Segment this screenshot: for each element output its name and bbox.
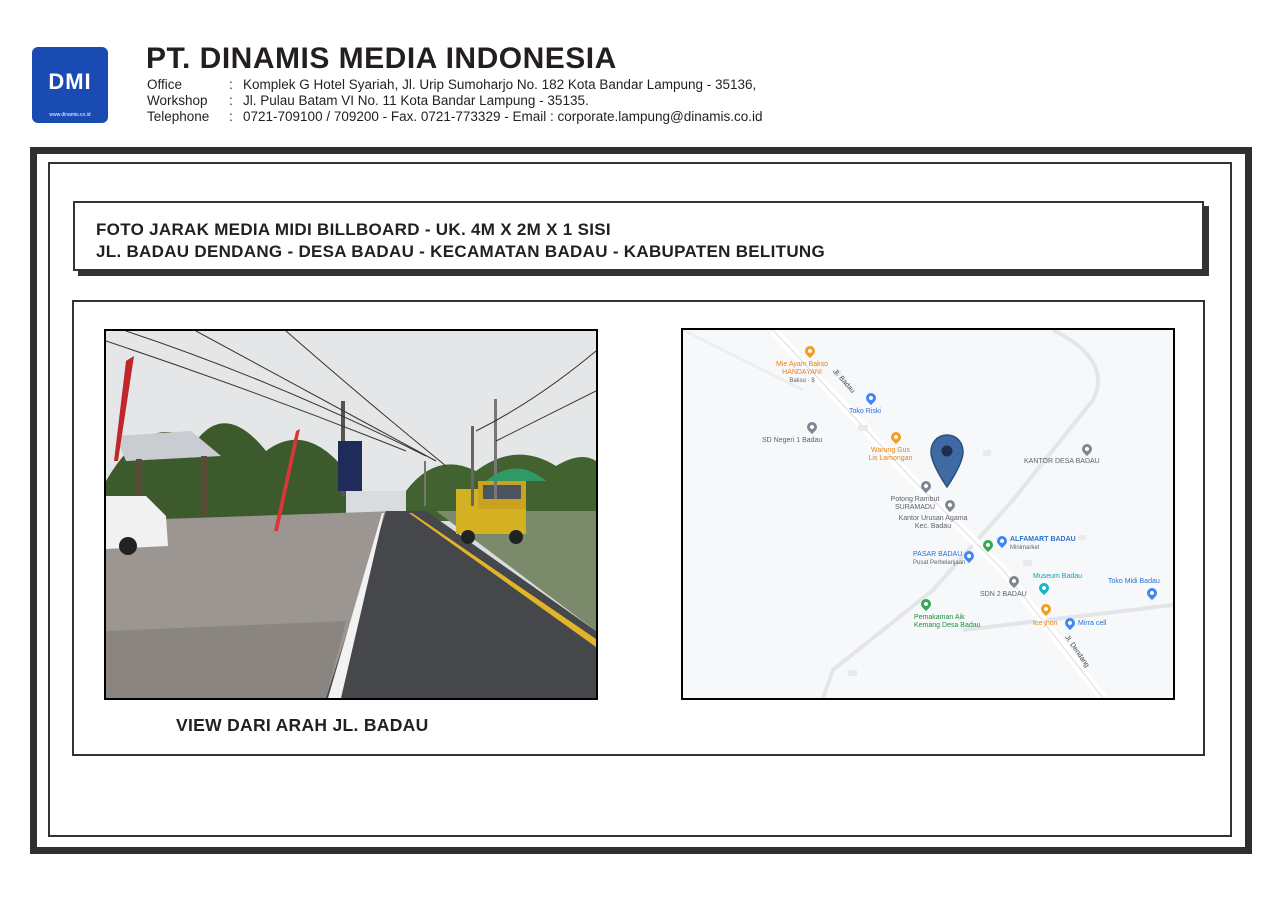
poi-museum-badau[interactable]: Museum Badau [1033,573,1083,580]
poi-subtitle: Pusat Perbelanjaan [913,560,966,566]
contact-info [147,77,763,125]
poi-potong-rambut[interactable]: Potong Rambut SURAMADU [890,496,940,511]
contact-separator: : [229,93,233,108]
poi-mirra-cell[interactable]: Mirra cell [1078,620,1107,627]
road-label: Jl. Dendang [1063,634,1091,669]
poi-warung-gus[interactable]: Warung Gus Lis Lamongan [868,447,913,462]
title-line-1: FOTO JARAK MEDIA MIDI BILLBOARD - UK. 4M X 2M X 1 SISI [96,220,611,239]
street-photo-illustration [106,331,596,698]
contact-separator: : [229,109,233,124]
contact-separator: : [229,77,233,92]
poi-toko-riski[interactable]: Toko Riski [849,408,881,415]
title-box [73,201,1204,271]
title-line-2: JL. BADAU DENDANG - DESA BADAU - KECAMATAN BADAU - KABUPATEN BELITUNG [96,242,826,261]
contact-label: Workshop [147,93,208,108]
logo-text: DMI [48,69,92,94]
poi-alfamart[interactable] [1010,536,1076,552]
contact-value: Jl. Pulau Batam VI No. 11 Kota Bandar Lampung - 35135. [243,93,589,108]
logo-url: www.dinamis.co.id [49,112,91,118]
company-logo [32,47,108,123]
poi-sd-negeri-1[interactable]: SD Negeri 1 Badau [762,437,823,444]
contact-telephone [147,109,763,125]
map-roads [683,330,1173,698]
contact-value: Komplek G Hotel Syariah, Jl. Urip Sumoharjo No. 182 Kota Bandar Lampung - 35136, [243,77,757,92]
poi-kantor-urusan[interactable]: Kantor Urusan Agama Kec. Badau [898,515,968,530]
contact-label: Office [147,77,183,92]
road-label: Jl. Badau [831,368,856,395]
poi-name: ALFAMART BADAU [1010,536,1076,543]
poi-sdn-2[interactable]: SDN 2 BADAU [980,591,1027,598]
contact-office [147,77,763,93]
contact-workshop [147,93,763,109]
poi-subtitle: Minimarket [1010,545,1040,551]
poi-pemakaman[interactable]: Pemakaman Aik Kemang Desa Badau [914,614,981,629]
contact-label: Telephone [147,109,210,124]
location-pin-icon [929,433,965,489]
poi-name: PASAR BADAU [913,551,963,558]
contact-value: 0721-709100 / 709200 - Fax. 0721-773329 - Email : corporate.lampung@dinamis.co.id [243,109,763,124]
poi-ice-jhon[interactable]: Ice jhon [1033,620,1058,627]
poi-kantor-desa[interactable]: KANTOR DESA BADAU [1024,458,1100,465]
poi-toko-midi[interactable]: Toko Midi Badau [1108,578,1160,585]
poi-mie-ayam[interactable] [767,361,837,385]
company-name: PT. DINAMIS MEDIA INDONESIA [146,42,617,75]
poi-pasar-badau[interactable] [913,551,965,567]
photo-caption: VIEW DARI ARAH JL. BADAU [176,715,429,735]
poi-name: Mie Ayam Bakso HANDAYANI [775,361,828,376]
poi-subtitle: Bakso · $ [789,378,815,384]
location-map [681,328,1175,700]
street-photo [104,329,598,700]
